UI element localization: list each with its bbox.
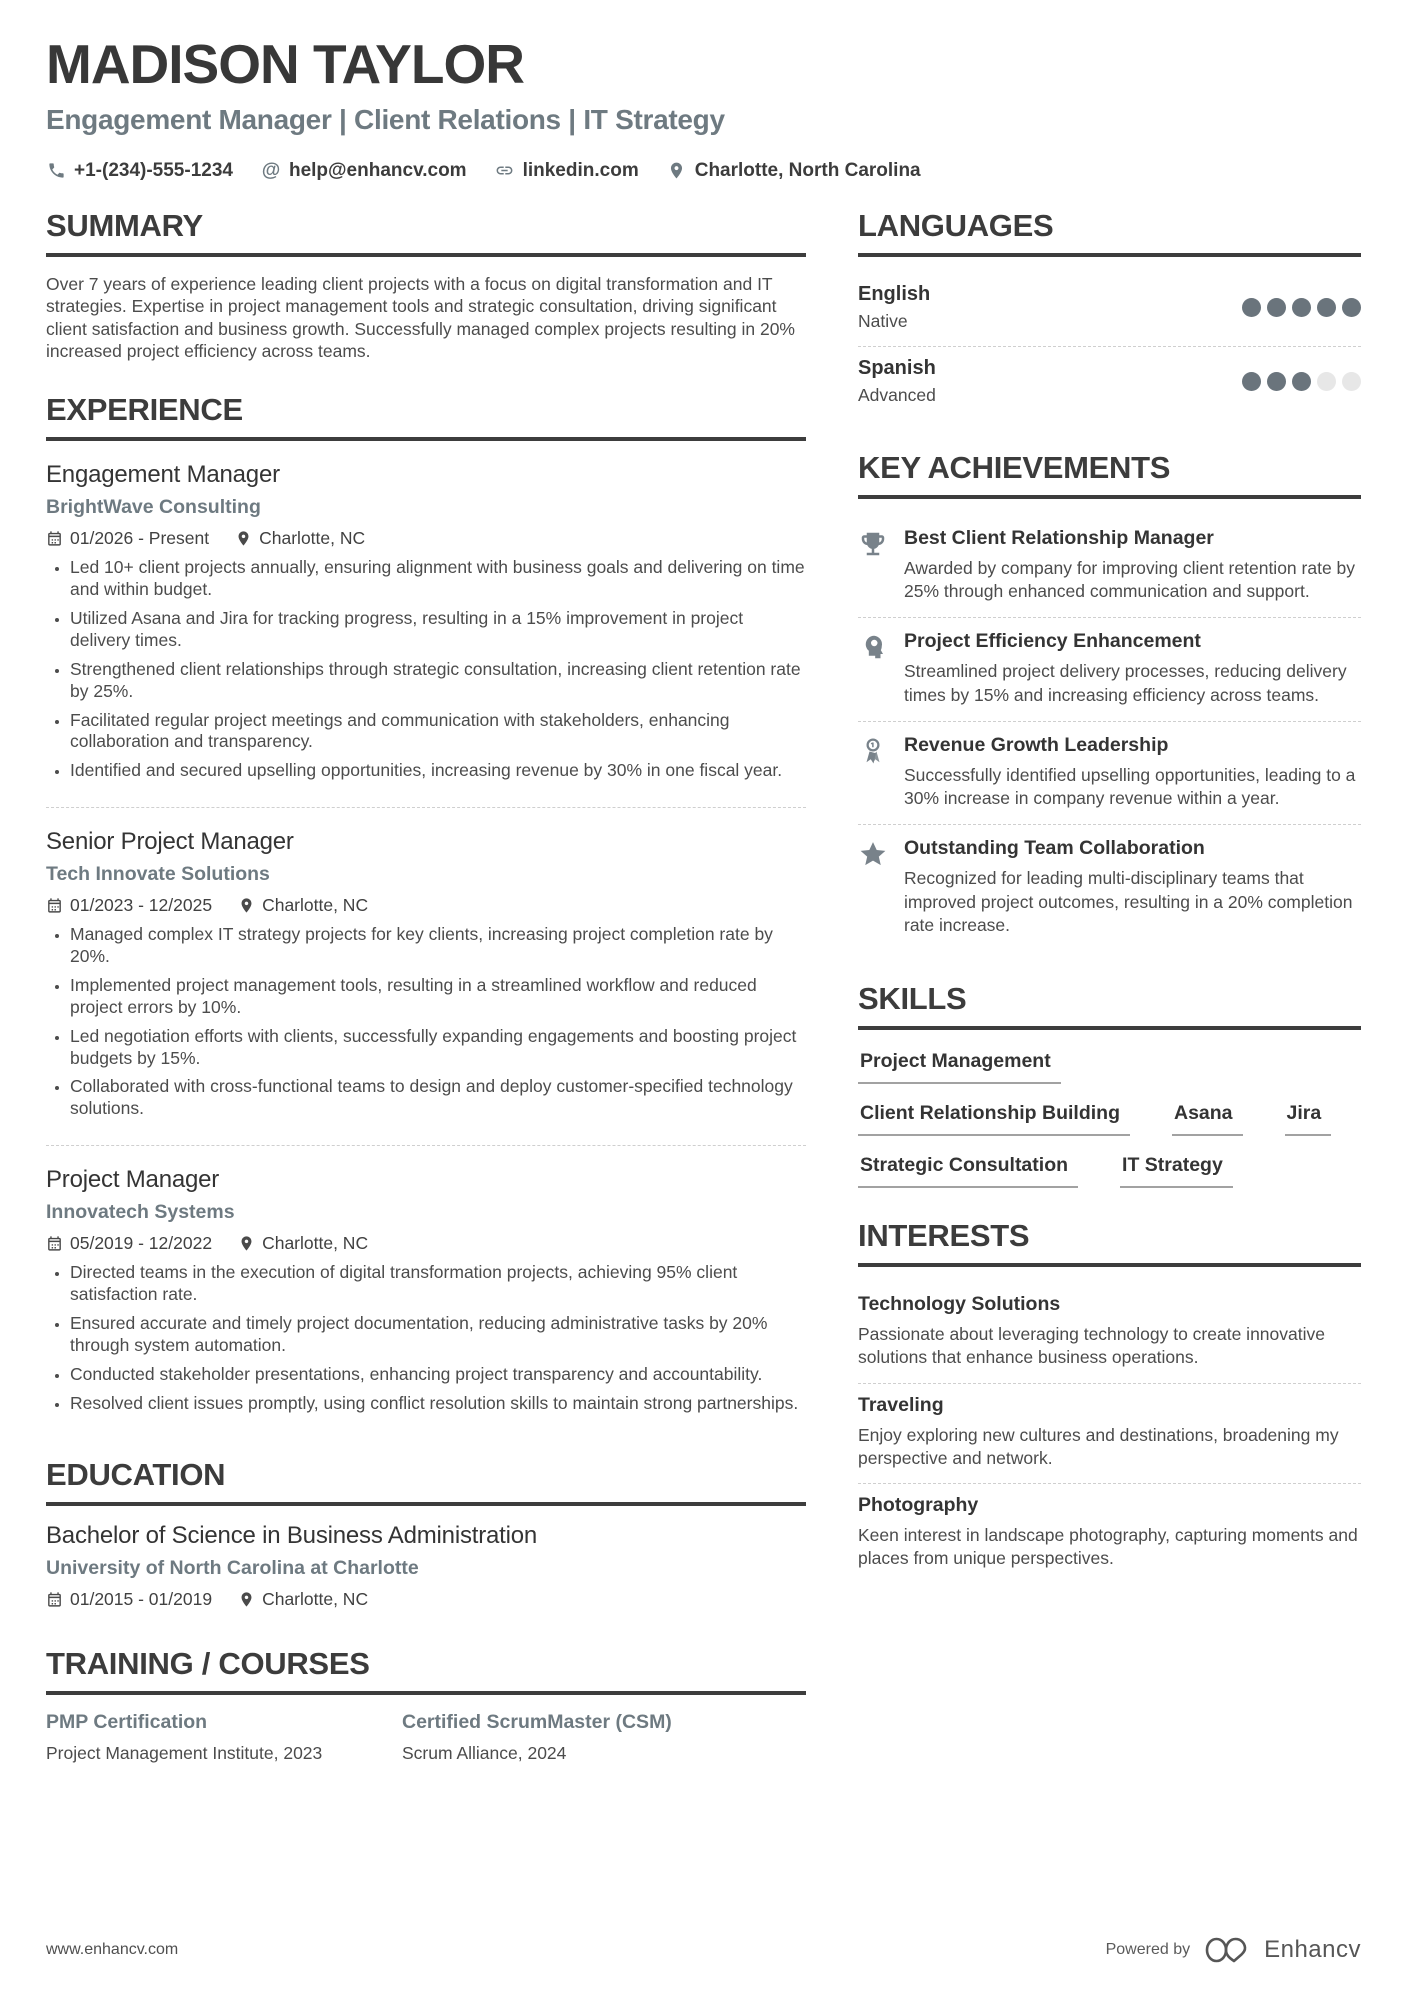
job-meta (46, 895, 806, 916)
job-location: Charlotte, NC (235, 528, 365, 549)
skills-section (858, 981, 1361, 1188)
location-pin-icon (238, 1235, 255, 1252)
job-dates: 05/2019 - 12/2022 (46, 1233, 212, 1254)
achievement-item (858, 618, 1361, 722)
skill-tag: Strategic Consultation (858, 1154, 1078, 1188)
job-bullets (46, 924, 806, 1120)
achievement-text: Awarded by company for improving client retention rate by 25% through enhanced communication and support. (904, 557, 1356, 602)
contact-location-text: Charlotte, North Carolina (694, 159, 921, 181)
course-title: Certified ScrumMaster (CSM) (402, 1711, 672, 1734)
job-company: Tech Innovate Solutions (46, 863, 270, 886)
page-footer (46, 1895, 1361, 1965)
languages-section (858, 208, 1361, 420)
languages-heading: LANGUAGES (858, 208, 1361, 257)
job-company: Innovatech Systems (46, 1201, 235, 1224)
job-bullet: • Collaborated with cross-functional teams to design and deploy customer-specified technology solutions. (70, 1076, 806, 1120)
training-section (46, 1646, 806, 1765)
at-icon: @ (261, 160, 281, 182)
contact-location (667, 160, 921, 182)
location-pin-icon (238, 897, 255, 914)
language-level-dots (1242, 298, 1361, 317)
interest-text: Passionate about leveraging technology to create innovative solutions that enhance business operations. (858, 1324, 1325, 1368)
job-dates: 01/2026 - Present (46, 528, 209, 549)
language-level: Native (858, 310, 908, 331)
contact-phone-text: +1-(234)-555-1234 (74, 159, 233, 181)
achievement-title: Project Efficiency Enhancement (904, 630, 1201, 653)
language-row (858, 273, 1361, 347)
language-row (858, 347, 1361, 420)
contact-row (46, 160, 1361, 182)
job-bullet: • Ensured accurate and timely project documentation, reducing administrative tasks by 20% through system automation. (70, 1313, 806, 1357)
job-bullet: • Resolved client issues promptly, using conflict resolution skills to maintain strong partnerships. (70, 1393, 806, 1415)
degree: Bachelor of Science in Business Administration (46, 1522, 538, 1550)
summary-heading: SUMMARY (46, 208, 806, 257)
job-company: BrightWave Consulting (46, 496, 261, 519)
interest-item (858, 1484, 1361, 1584)
achievement-text: Successfully identified upselling opportunities, leading to a 30% increase in company revenue within a year. (904, 764, 1356, 809)
person-name: MADISON TAYLOR (46, 33, 524, 95)
education-heading: EDUCATION (46, 1457, 806, 1506)
job-title: Project Manager (46, 1166, 220, 1194)
contact-email-text: help@enhancv.com (288, 159, 467, 181)
powered-by[interactable] (1106, 1935, 1361, 1965)
interest-item (858, 1384, 1361, 1485)
interest-item (858, 1283, 1361, 1384)
head-idea-icon (858, 630, 888, 707)
achievement-item (858, 825, 1361, 951)
job-bullet: • Facilitated regular project meetings and communication with stakeholders, enhancing collaboration and transparency. (70, 710, 806, 754)
link-icon (495, 161, 515, 181)
training-heading: TRAINING / COURSES (46, 1646, 806, 1695)
job-bullet: • Strengthened client relationships through strategic consultation, increasing client retention rate by 25%. (70, 659, 806, 703)
skill-tag: IT Strategy (1120, 1154, 1233, 1188)
course-org: Scrum Alliance, 2024 (402, 1743, 567, 1764)
powered-by-label: Powered by (1105, 1941, 1191, 1958)
calendar-icon (46, 1235, 63, 1252)
location-pin-icon (667, 161, 687, 181)
interest-title: Traveling (858, 1393, 944, 1416)
language-level-dots (1242, 372, 1361, 391)
job-location: Charlotte, NC (238, 1233, 368, 1254)
job-title: Senior Project Manager (46, 828, 294, 856)
education-meta (46, 1589, 806, 1610)
skills-heading: SKILLS (858, 981, 1361, 1030)
job-title: Engagement Manager (46, 461, 280, 489)
job-entry (46, 824, 806, 1146)
achievement-text: Streamlined project delivery processes, reducing delivery times by 15% and increasing efficiency across teams. (904, 661, 1347, 705)
achievement-text: Recognized for leading multi-disciplinary teams that improved project outcomes, resulting in a 20% completion rate increase. (904, 868, 1353, 935)
achievement-title: Best Client Relationship Manager (904, 526, 1214, 549)
contact-email[interactable] (261, 160, 467, 182)
achievement-title: Outstanding Team Collaboration (904, 837, 1205, 860)
location-pin-icon (235, 530, 252, 547)
job-bullet: • Identified and secured upselling opportunities, increasing revenue by 30% in one fiscal year. (70, 760, 806, 782)
course-entry (46, 1711, 346, 1765)
enhancv-brand-name: Enhancv (1264, 1936, 1361, 1963)
job-dates: 01/2023 - 12/2025 (46, 895, 212, 916)
course-entry (402, 1711, 702, 1765)
person-title: Engagement Manager | Client Relations | IT Strategy (46, 103, 725, 135)
job-bullet: • Managed complex IT strategy projects for key clients, increasing project completion rate by 20%. (70, 924, 806, 968)
job-bullet: • Led negotiation efforts with clients, successfully expanding engagements and boosting project budgets by 15%. (70, 1026, 806, 1070)
job-meta (46, 1233, 806, 1254)
course-title: PMP Certification (46, 1711, 208, 1734)
location-pin-icon (238, 1591, 255, 1608)
enhancv-logo-icon (1204, 1935, 1250, 1965)
achievement-item (858, 722, 1361, 826)
job-location: Charlotte, NC (238, 895, 368, 916)
medal-icon (858, 734, 888, 811)
interest-title: Technology Solutions (858, 1293, 1061, 1316)
skill-tag: Client Relationship Building (858, 1102, 1130, 1136)
star-icon (858, 837, 888, 937)
job-bullets (46, 1262, 806, 1414)
job-bullet: • Utilized Asana and Jira for tracking progress, resulting in a 15% improvement in project delivery times. (70, 608, 806, 652)
skill-tag: Asana (1172, 1102, 1243, 1136)
job-entry (46, 1162, 806, 1427)
interests-heading: INTERESTS (858, 1218, 1361, 1267)
experience-heading: EXPERIENCE (46, 392, 806, 441)
experience-section (46, 392, 806, 1427)
resume-header (46, 33, 1361, 182)
achievements-section (858, 450, 1361, 951)
contact-phone[interactable] (46, 160, 233, 182)
interest-text: Enjoy exploring new cultures and destinations, broadening my perspective and network. (858, 1424, 1339, 1468)
language-name: Spanish (858, 356, 936, 379)
phone-icon (46, 161, 66, 181)
achievement-item (858, 515, 1361, 619)
education-location: Charlotte, NC (238, 1589, 368, 1610)
language-level: Advanced (858, 384, 936, 405)
achievement-title: Revenue Growth Leadership (904, 733, 1169, 756)
skill-tag: Project Management (858, 1050, 1061, 1084)
achievements-heading: KEY ACHIEVEMENTS (858, 450, 1361, 499)
school: University of North Carolina at Charlotte (46, 1557, 419, 1580)
skill-tag: Jira (1285, 1102, 1332, 1136)
trophy-icon (858, 527, 888, 604)
summary-text: Over 7 years of experience leading client projects with a focus on digital transformation and IT strategies. Expertise in project management tools and strategic consultation, driving significant client satisfaction and business growth. Successfully managed complex projects resulting in 20% increased project efficiency across teams. (46, 273, 795, 361)
job-bullets (46, 557, 806, 782)
education-section (46, 1457, 806, 1616)
interest-text: Keen interest in landscape photography, capturing moments and places from unique perspectives. (858, 1525, 1358, 1569)
job-bullet: • Conducted stakeholder presentations, enhancing project transparency and accountability. (70, 1364, 806, 1386)
job-entry (46, 457, 806, 808)
job-meta (46, 528, 806, 549)
job-bullet: • Led 10+ client projects annually, ensuring alignment with business goals and delivering on time and within budget. (70, 557, 806, 601)
education-dates: 01/2015 - 01/2019 (46, 1589, 212, 1610)
footer-site-link[interactable]: www.enhancv.com (46, 1941, 179, 1958)
language-name: English (858, 282, 931, 305)
calendar-icon (46, 530, 63, 547)
interests-section (858, 1218, 1361, 1584)
job-bullet: • Directed teams in the execution of digital transformation projects, achieving 95% client satisfaction rate. (70, 1262, 806, 1306)
summary-section (46, 208, 806, 363)
contact-linkedin[interactable] (495, 160, 639, 182)
calendar-icon (46, 1591, 63, 1608)
interest-title: Photography (858, 1494, 979, 1517)
job-bullet: • Implemented project management tools, resulting in a streamlined workflow and reduced project errors by 10%. (70, 975, 806, 1019)
course-org: Project Management Institute, 2023 (46, 1743, 323, 1764)
calendar-icon (46, 897, 63, 914)
education-entry (46, 1522, 806, 1616)
contact-linkedin-text: linkedin.com (522, 159, 639, 181)
